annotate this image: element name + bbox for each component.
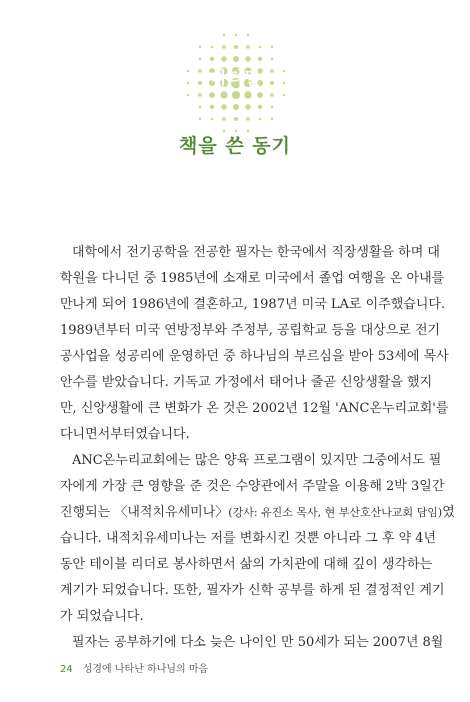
emblem-dot <box>245 56 251 62</box>
chapter-title: 책을 쓴 동기 <box>179 135 291 157</box>
emblem-dot <box>270 93 274 97</box>
emblem-dot <box>258 57 262 61</box>
emblem-dot <box>271 58 274 61</box>
text-line: 만, 신앙생활에 큰 변화가 온 것은 2002년 12월 'ANC온누리교회'를 <box>60 401 449 416</box>
emblem-dot <box>246 117 250 121</box>
text-segment: 진행되는 〈내적치유세미나〉 <box>60 505 229 520</box>
text-line: 학원을 다니던 중 1985년에 소재로 미국에서 졸업 여행을 온 아내를 <box>60 271 445 286</box>
text-line: 안수를 받았습니다. 기독교 가정에서 태어나 줄곧 신앙생활을 했지 <box>60 375 433 390</box>
emblem-dot <box>221 56 227 62</box>
page-number: 24 <box>60 664 73 675</box>
emblem-dot <box>271 106 274 109</box>
emblem-dot <box>211 118 214 121</box>
text-line: 동안 테이블 리더로 봉사하면서 삶의 가치관에 대해 깊이 생각하는 <box>60 557 433 572</box>
section-label: 머리말 <box>209 69 263 89</box>
emblem-dot <box>210 105 214 109</box>
text-line: ANC온누리교회에는 많은 양육 프로그램이 있지만 그중에서도 필 <box>72 453 442 468</box>
emblem-dot <box>187 94 189 96</box>
emblem-dot <box>222 117 226 121</box>
emblem-dot <box>244 91 251 98</box>
emblem-dot <box>223 34 225 36</box>
emblem-dot <box>233 56 239 62</box>
emblem-dot <box>234 45 238 49</box>
emblem-dot <box>259 46 262 49</box>
emblem-dot <box>220 91 227 98</box>
body-text <box>60 240 455 656</box>
text-line: 필자는 공부하기에 다소 늦은 나이인 만 50세가 되는 2007년 8월 <box>72 635 444 650</box>
emblem-dot <box>233 104 239 110</box>
emblem-dot <box>245 104 251 110</box>
text-line: 계기가 되었습니다. 또한, 필자가 신학 공부를 하게 된 결정적인 계기 <box>60 583 445 598</box>
emblem-dot <box>271 118 273 120</box>
emblem-dot <box>247 34 249 36</box>
emblem-dot <box>198 93 202 97</box>
emblem-dot <box>234 117 238 121</box>
emblem-dot <box>257 92 263 98</box>
text-line: 가 되었습니다. <box>60 609 144 624</box>
running-title: 성경에 나타난 하나님의 마음 <box>82 664 209 675</box>
page-footer <box>60 660 208 675</box>
emblem-dot <box>199 46 201 48</box>
emblem-dot <box>246 45 250 49</box>
text-line: 습니다. 내적치유세미나는 저를 변화시킨 것뿐 아니라 그 후 약 4년 <box>60 531 437 546</box>
emblem-dot <box>211 46 214 49</box>
text-line: 1989년부터 미국 연방정부와 주정부, 공립학교 등을 대상으로 전기 <box>60 323 441 338</box>
text-line: 다니면서부터였습니다. <box>60 427 190 442</box>
emblem-dot <box>271 46 273 48</box>
emblem-dot <box>222 45 226 49</box>
text-line: 만나게 되어 1986년에 결혼하고, 1987년 미국 LA로 이주했습니다. <box>60 297 446 312</box>
emblem-dot <box>221 104 227 110</box>
emblem-dot <box>283 94 285 96</box>
text-line <box>60 500 455 526</box>
emblem-dot <box>199 106 202 109</box>
speaker-note: (강사: 유진소 목사, 현 부산호산나교회 담임) <box>228 506 443 519</box>
emblem-dot <box>209 92 215 98</box>
text-line: 대학에서 전기공학을 전공한 필자는 한국에서 직장생활을 하며 대 <box>72 245 440 260</box>
emblem-dot <box>199 58 202 61</box>
text-segment: 였 <box>442 505 455 520</box>
emblem-dot <box>235 34 237 36</box>
emblem-dot <box>232 91 240 99</box>
emblem-dot <box>210 57 214 61</box>
text-line: 공사업을 성공리에 운영하던 중 하나님의 부르심을 받아 53세에 목사 <box>60 349 449 364</box>
emblem-dot <box>259 118 262 121</box>
emblem-dot <box>258 105 262 109</box>
emblem-dot <box>199 118 201 120</box>
text-line: 자에게 가장 큰 영향을 준 것은 수양관에서 주말을 이용해 2박 3일간 <box>60 479 445 494</box>
